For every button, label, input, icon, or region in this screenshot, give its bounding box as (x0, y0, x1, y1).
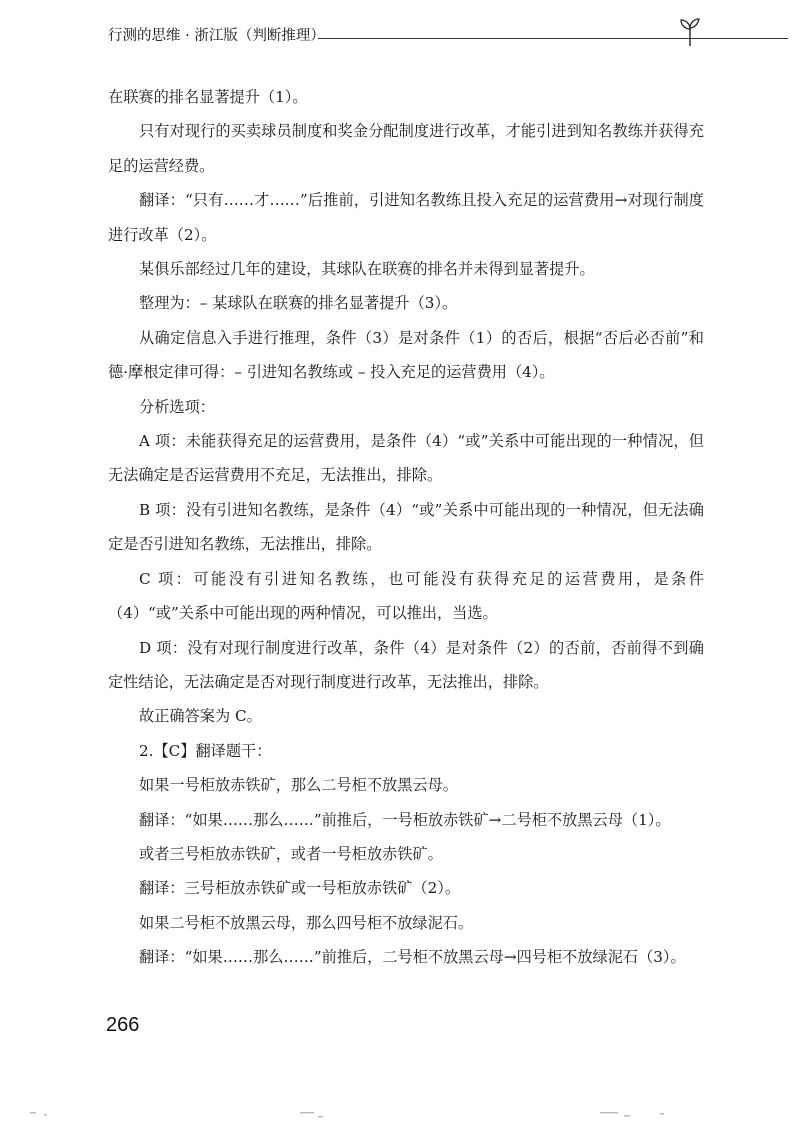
scan-artifacts (0, 1092, 800, 1128)
paragraph: 翻译：三号柜放赤铁矿或一号柜放赤铁矿（2）。 (139, 879, 461, 898)
paragraph: 翻译：“只有……才……”后推前，引进知名教练且投入充足的运营费用→对现行制度进行改革（2）。 (108, 191, 704, 244)
paragraph: 如果二号柜不放黑云母，那么四号柜不放绿泥石。 (139, 913, 474, 932)
question-heading: 2.【C】翻译题干： (139, 741, 272, 760)
page-number: 266 (106, 1014, 140, 1036)
paragraph: 如果一号柜放赤铁矿，那么二号柜不放黑云母。 (139, 776, 458, 795)
header-rule (318, 38, 788, 39)
option-a-analysis: A 项：未能获得充足的运营费用，是条件（4）“或”关系中可能出现的一种情况，但无法确定是否运营费用不充足，无法推出，排除。 (108, 432, 704, 485)
paragraph: 分析选项： (139, 397, 215, 416)
paragraph: 或者三号柜放赤铁矿，或者一号柜放赤铁矿。 (139, 844, 443, 863)
paragraph: 翻译：“如果……那么……”前推后，一号柜放赤铁矿→二号柜不放黑云母（1）。 (139, 810, 671, 829)
sprout-icon (678, 16, 702, 48)
body-text (108, 80, 704, 975)
header-title: 行测的思维 · 浙江版（判断推理） (108, 28, 325, 44)
paragraph: 从确定信息入手进行推理，条件（3）是对条件（1）的否后，根据“否后必否前”和德·摩根定律可得：– 引进知名教练或 – 投入充足的运营费用（4）。 (108, 328, 704, 382)
answer-line: 故正确答案为 C。 (139, 707, 262, 726)
paragraph: 翻译：“如果……那么……”前推后，二号柜不放黑云母→四号柜不放绿泥石（3）。 (139, 948, 686, 967)
option-d-analysis: D 项：没有对现行制度进行改革，条件（4）是对条件（2）的否前，否前得不到确定性结论，无法确定是否对现行制度进行改革，无法推出，排除。 (108, 638, 704, 691)
option-c-analysis: C 项：可能没有引进知名教练，也可能没有获得充足的运营费用，是条件（4）“或”关系中可能出现的两种情况，可以推出，当选。 (108, 569, 704, 623)
paragraph: 整理为：– 某球队在联赛的排名显著提升（3）。 (139, 294, 458, 313)
paragraph: 只有对现行的买卖球员制度和奖金分配制度进行改革，才能引进到知名教练并获得充足的运营经费。 (108, 122, 704, 175)
running-header (108, 22, 708, 58)
paragraph: 在联赛的排名显著提升（1）。 (108, 88, 308, 106)
paragraph: 某俱乐部经过几年的建设，其球队在联赛的排名并未得到显著提升。 (139, 260, 595, 279)
option-b-analysis: B 项：没有引进知名教练，是条件（4）“或”关系中可能出现的一种情况，但无法确定是否引进知名教练，无法推出，排除。 (108, 500, 704, 554)
